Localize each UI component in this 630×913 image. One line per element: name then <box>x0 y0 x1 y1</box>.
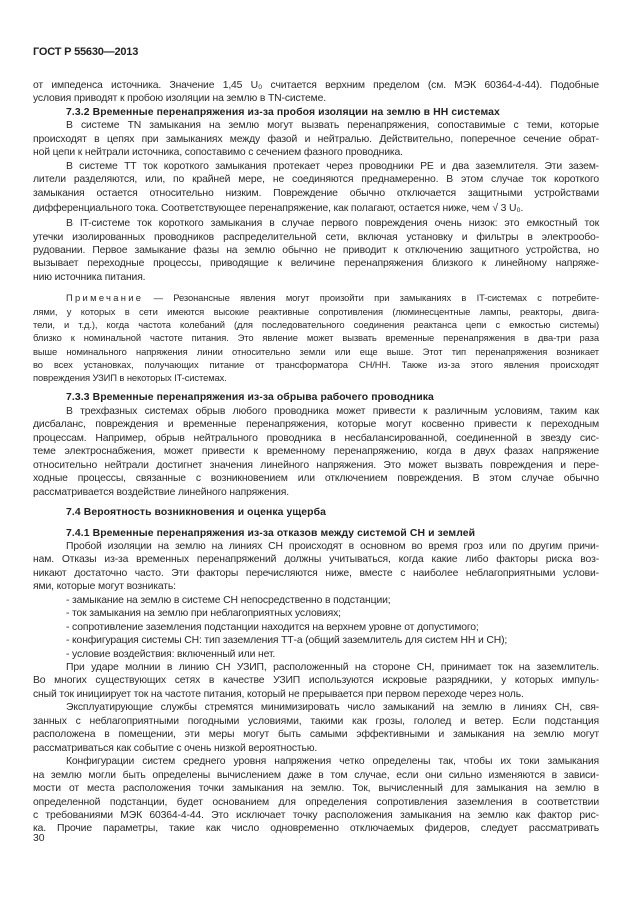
section-heading-7-3-2: 7.3.2 Временные перенапряжения из-за пробоя изоляции на землю в НН системах <box>66 106 500 118</box>
text-line: повреждения УЗИП в некоторых IT-системах. <box>33 372 227 384</box>
text-line: происходят в цепях при замыканиях между фазой и нейтралью. Действительно, поперечное сечение обрат- <box>33 133 599 145</box>
text-line: занных с неблагоприятными погодными условиями, такими как грозы, гололед и ветер. Если подстанция <box>33 715 599 727</box>
text-line: замыкания остается относительно низким. Повреждение обычно отключается защитными устройствами <box>33 187 599 199</box>
paragraph <box>33 79 599 106</box>
paragraph <box>33 217 599 284</box>
text-line: относительно нейтрали достигнет значения линейного напряжения. Это может вызвать повреждения и пере- <box>33 459 599 471</box>
text-line: нию источника питания. <box>33 271 146 283</box>
text-line: ка. Прочие параметры, такие как число одновременно отключаемых фидеров, следует рассматривать <box>33 823 599 835</box>
bullet-list <box>33 594 599 661</box>
text-line: ной цепи к нейтрали источника, сопоставимо с сечением фазного проводника. <box>33 147 403 159</box>
text-line: — Резонансные явления могут произойти при замыканиях в IT-системах с потребите- <box>153 292 599 304</box>
list-item: - замыкание на землю в системе СН непосредственно в подстанции; <box>66 594 391 606</box>
text-line: лями, у которых в сети имеются высокие реактивные сопротивления (люминесцентные лампы, реакторы, двига- <box>33 305 599 317</box>
paragraph <box>33 119 599 159</box>
paragraph <box>33 755 599 836</box>
section-heading-7-3-3: 7.3.3 Временные перенапряжения из-за обрыва рабочего проводника <box>66 392 434 404</box>
text-line: тели, и т.д.), когда частота колебаний (для последовательного соединения реактанса цепи с емкостью системы) <box>33 318 599 330</box>
page-body <box>33 79 599 836</box>
text-line: мости от места расположения точки замыкания на землю. Ток, вычисленный для замыкания на землю в <box>33 783 599 795</box>
text-line: рассматриваться как событие с очень низкой вероятностью. <box>33 742 318 754</box>
text-line: определенной подстанции, будет основанием для определения сопротивления заземления в соответствии <box>33 796 599 808</box>
text-line: рассматривается воздействие линейного напряжения. <box>33 486 289 498</box>
text-line: расположена в помещении, эти меры могут быть самыми эффективными и замыкания на землю могут <box>33 729 599 741</box>
text-line: нам. Отказы из-за временных перенапряжений должны учитываться, когда какие либо факторы риска воз- <box>33 554 599 566</box>
text-line: В трехфазных системах обрыв любого проводника может привести к различным условиям, таким как <box>66 405 599 417</box>
paragraph <box>33 160 599 217</box>
text-line: условия приводят к пробою изоляции на землю в TN-системе. <box>33 93 327 105</box>
text-line: дисбаланс, повреждения и временные перенапряжения, которые могут косвенно привести к переходным <box>33 419 599 431</box>
text-line: вызывает переходные процессы, приводящие к величине перенапряжения близкого к линейному напряже- <box>33 258 599 270</box>
text-line: Эксплуатирующие службы стремятся минимизировать число замыканий на землю в линиях СН, свя- <box>66 702 599 714</box>
text-line: процессам. Например, обрыв нейтрального проводника в несбалансированной, соединенной в звезду сис- <box>33 432 599 444</box>
text-line: во всех установках, получающих питание от трансформатора СН/НН. Также из-за этого явления происходят <box>33 358 599 370</box>
text-line: на землю могли быть определены вычислением даже в том случае, если они сильно изменяются в зависи- <box>33 769 599 781</box>
section-heading-7-4-1: 7.4.1 Временные перенапряжения из-за отказов между системой СН и землей <box>66 527 476 539</box>
list-item: - сопротивление заземления подстанции находится на верхнем уровне от допустимого; <box>66 621 479 633</box>
text-line: Конфигурации систем среднего уровня напряжения четко определены так, чтобы их токи замыкания <box>66 756 599 768</box>
text-line: ями, которые могут возникать: <box>33 581 176 593</box>
list-item: - конфигурация системы СН: тип заземления ТТ-а (общий заземлитель для систем НН и СН); <box>66 635 508 647</box>
text-line: близко к номинальной частоте питания. Это явление может вызвать временные перенапряжения в два-три раза <box>33 332 599 344</box>
text-line: теме электроснабжения, может привести к временному перенапряжению, когда в двух фазах напряжение <box>33 446 599 458</box>
text-line: никают достаточно часто. Эти факторы перечисляются ниже, вместе с наиболее неблагоприятными услови- <box>33 567 599 579</box>
text-line: В системе TN замыкания на землю могут вызвать перенапряжения, сопоставимые с теми, которые <box>66 120 599 132</box>
paragraph <box>33 701 599 755</box>
paragraph <box>33 540 599 594</box>
text-line: рудовании. Первое замыкание фазы на землю обычно не приводит к отключению защитного устройства, но <box>33 244 599 256</box>
document-header: ГОСТ Р 55630—2013 <box>33 46 139 58</box>
text-line: В IT-системе ток короткого замыкания в случае первого повреждения очень низок: это емкостный ток <box>66 218 599 230</box>
text-line: В системе ТТ ток короткого замыкания протекает через проводники РЕ и два заземлителя. Эти зазем- <box>66 160 599 172</box>
section-heading-7-4: 7.4 Вероятность возникновения и оценка ущерба <box>66 507 327 519</box>
note-label: Примечание <box>66 292 144 304</box>
list-item: - ток замыкания на землю при неблагоприятных условиях; <box>66 608 341 620</box>
text-line: Во многих существующих сетях в качестве УЗИП используются искровые разрядники, у которых импуль- <box>33 675 599 687</box>
paragraph <box>33 661 599 701</box>
text-line: дифференциального тока. Соответствующее перенапряжение, как полагают, остается ниже, чем √ 3 U₀. <box>33 203 524 215</box>
text-line: ходные процессы, связанные с возникновением или отключением повреждения. В этом случае обычно <box>33 473 599 485</box>
text-line: Пробой изоляции на землю на линиях СН происходят в основном во время гроз или по другим причи- <box>66 540 599 552</box>
text-line: от импеденса источника. Значение 1,45 U₀ считается верхним пределом (см. МЭК 60364-4-44). Подобные <box>33 80 599 91</box>
text-line: выше номинального напряжения линии относительно земли или еще выше. Этот тип перенапряжения возникает <box>33 345 599 357</box>
text-line: лители разделяются, или, по крайней мере, не соединяются преднамеренно. В этом случае ток короткого <box>33 174 599 186</box>
text-line: сный ток инициирует ток на частоте питания, который не прерывается при первом переходе через ноль. <box>33 688 524 700</box>
text-line: утечки изолированных проводников распределительной сети, включая установку и фильтры в электрообо- <box>33 231 599 243</box>
list-item: - условие воздействия: включенный или нет. <box>66 648 276 660</box>
text-line: с требованиями МЭК 60364-4-44. Это исключает точку расположения замыкания на землю как фактор рис- <box>33 810 599 822</box>
paragraph <box>33 405 599 499</box>
page-number: 30 <box>33 833 45 844</box>
note <box>33 291 599 384</box>
text-line: При ударе молнии в линию СН УЗИП, расположенный на стороне СН, принимает ток на заземлитель. <box>66 662 599 674</box>
